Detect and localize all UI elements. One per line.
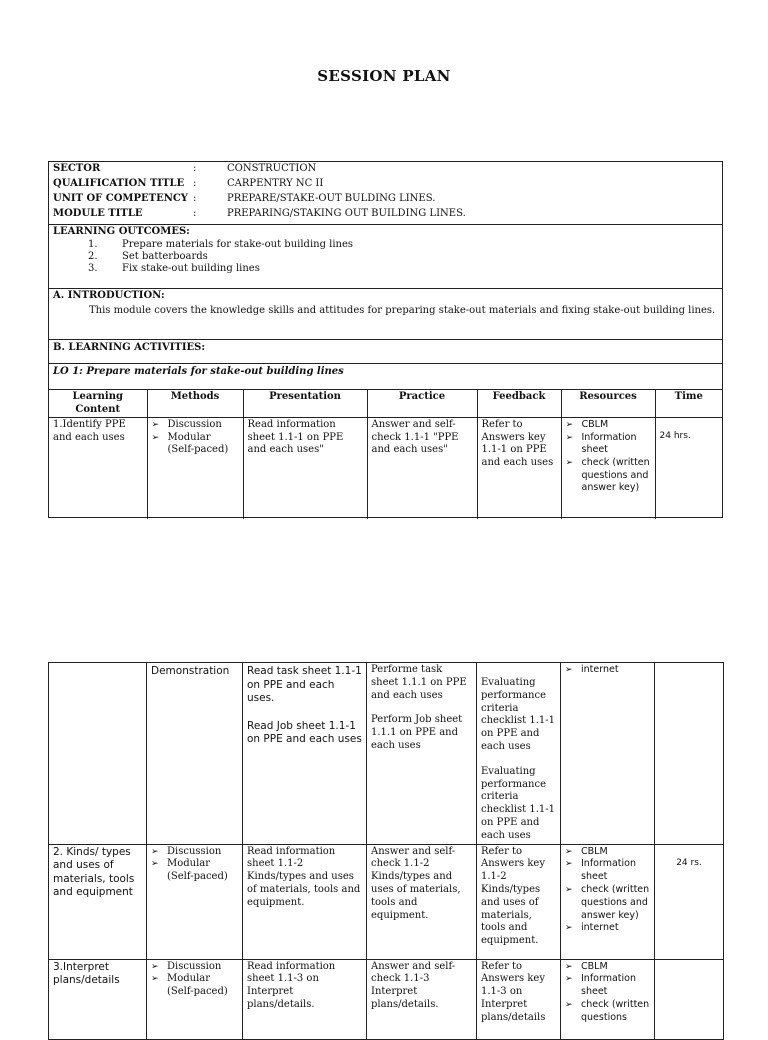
- arrow-bullet-icon: ➢: [565, 999, 573, 1010]
- cell-content: 3.Interpret plans/details: [49, 959, 147, 1039]
- header-value: CONSTRUCTION: [227, 163, 317, 174]
- col-header-methods: Methods: [147, 390, 243, 418]
- cell-feedback: Refer to Answers key 1.1-3 on Interpret plans/details: [477, 959, 561, 1039]
- list-item: 1. Prepare materials for stake-out building lines: [88, 238, 354, 250]
- header-value: CARPENTRY NC II: [227, 178, 324, 189]
- list-item: ➢ CBLM: [565, 419, 609, 431]
- activities-heading: B. LEARNING ACTIVITIES:: [53, 342, 206, 353]
- list-item: ➢ Discussion: [151, 960, 222, 972]
- list-item: ➢ Modular (Self-paced): [151, 431, 229, 456]
- cell-time: [655, 663, 724, 845]
- list-item: ➢ Information sheet: [565, 858, 636, 883]
- learning-outcomes-list: [53, 239, 718, 276]
- list-item: ➢ Discussion: [151, 419, 222, 431]
- cell-methods: Demonstration: [147, 663, 243, 845]
- learning-outcomes-heading: LEARNING OUTCOMES:: [53, 226, 190, 237]
- col-header-resources: Resources: [561, 390, 655, 418]
- col-header-practice: Practice: [367, 390, 477, 418]
- cell-practice: Performe task sheet 1.1.1 on PPE and each uses Perform Job sheet 1.1.1 on PPE and each uses: [367, 663, 477, 845]
- arrow-bullet-icon: ➢: [565, 665, 573, 675]
- lo1-title: LO 1: Prepare materials for stake-out building lines: [53, 366, 344, 377]
- cell-content: 1.Identify PPE and each uses: [49, 418, 147, 519]
- header-sep: :: [193, 163, 197, 174]
- cell-presentation: Read information sheet 1.1-1 on PPE and each uses": [243, 418, 367, 519]
- cell-feedback: Refer to Answers key 1.1-1 on PPE and each uses: [477, 418, 561, 519]
- cell-resources: [561, 663, 655, 845]
- cell-presentation: Read information sheet 1.1-2 Kinds/types and uses of materials, tools and equipment.: [243, 844, 367, 959]
- introduction-section: [49, 289, 722, 340]
- list-item: ➢ CBLM: [565, 845, 608, 857]
- list-item: ➢ Information sheet: [565, 431, 637, 456]
- header-label: QUALIFICATION TITLE: [53, 178, 185, 189]
- list-item: 3. Fix stake-out building lines: [88, 263, 260, 275]
- cell-resources: [561, 844, 655, 959]
- arrow-bullet-icon: ➢: [151, 974, 159, 985]
- page-title: SESSION PLAN: [317, 67, 451, 85]
- cell-resources: [561, 959, 655, 1039]
- header-value: PREPARING/STAKING OUT BUILDING LINES.: [227, 208, 466, 219]
- col-header-feedback: Feedback: [477, 390, 561, 418]
- cell-practice: Answer and self-check 1.1-1 "PPE and each uses": [367, 418, 477, 519]
- cell-feedback: Refer to Answers key 1.1-2 Kinds/types and uses of materials, tools and equipment.: [477, 844, 561, 959]
- arrow-bullet-icon: ➢: [565, 420, 574, 431]
- activities-table-continued: [48, 662, 724, 1040]
- cell-presentation: Read information sheet 1.1-3 on Interpret plans/details.: [243, 959, 367, 1039]
- cell-time: 24 rs.: [655, 844, 724, 959]
- arrow-bullet-icon: ➢: [151, 432, 160, 443]
- header-sep: :: [193, 193, 197, 204]
- cell-methods: [147, 959, 243, 1039]
- header-sep: :: [193, 208, 197, 219]
- list-item: ➢ check (written questions and answer key): [565, 456, 650, 494]
- table-row: [49, 663, 724, 845]
- introduction-text: This module covers the knowledge skills and attitudes for preparing stake-out materials and fixing stake-out building lines.: [89, 304, 716, 316]
- activities-heading-section: [49, 340, 722, 364]
- cell-practice: Answer and self-check 1.1-3 Interpret plans/details.: [367, 959, 477, 1039]
- arrow-bullet-icon: ➢: [565, 923, 573, 934]
- col-header-presentation: Presentation: [243, 390, 367, 418]
- table-row: [49, 959, 724, 1039]
- cell-methods: [147, 418, 243, 519]
- list-item: ➢ internet: [565, 664, 619, 675]
- cell-practice: Answer and self-check 1.1-2 Kinds/types and uses of materials, tools and equipment.: [367, 844, 477, 959]
- list-item: ➢ Information sheet: [565, 973, 636, 998]
- arrow-bullet-icon: ➢: [151, 420, 160, 431]
- cell-feedback: Evaluating performance criteria checklist 1.1-1 on PPE and each uses Evaluating performance criteria checklist 1.1-1 on PPE and each uses: [477, 663, 561, 845]
- list-item: ➢ Modular (Self-paced): [151, 973, 228, 998]
- cell-time: [655, 959, 724, 1039]
- header-sep: :: [193, 178, 197, 189]
- list-item: 2. Set batterboards: [88, 250, 208, 262]
- list-item: ➢ check (written questions: [565, 998, 650, 1023]
- learning-outcomes-section: [49, 225, 722, 289]
- session-plan-box: [48, 161, 723, 518]
- arrow-bullet-icon: ➢: [565, 859, 573, 870]
- table-row: [49, 418, 722, 519]
- arrow-bullet-icon: ➢: [565, 457, 574, 468]
- cell-resources: [561, 418, 655, 519]
- header-value: PREPARE/STAKE-OUT BULDING LINES.: [227, 193, 436, 204]
- header-label: SECTOR: [53, 163, 101, 174]
- list-item: ➢ Discussion: [151, 845, 222, 857]
- arrow-bullet-icon: ➢: [151, 961, 159, 972]
- list-item: ➢ check (written questions and answer key): [565, 883, 650, 921]
- list-item: ➢ CBLM: [565, 960, 608, 972]
- cell-methods: [147, 844, 243, 959]
- arrow-bullet-icon: ➢: [151, 846, 159, 857]
- arrow-bullet-icon: ➢: [565, 961, 573, 972]
- header-label: MODULE TITLE: [53, 208, 143, 219]
- list-item: ➢ internet: [565, 922, 619, 934]
- arrow-bullet-icon: ➢: [565, 884, 573, 895]
- table-row: [49, 844, 724, 959]
- arrow-bullet-icon: ➢: [565, 432, 574, 443]
- arrow-bullet-icon: ➢: [565, 974, 573, 985]
- cell-content: 2. Kinds/ types and uses of materials, tools and equipment: [49, 844, 147, 959]
- activities-table: [49, 390, 722, 519]
- cell-time: 24 hrs.: [655, 418, 722, 519]
- arrow-bullet-icon: ➢: [565, 846, 573, 857]
- lo1-section: [49, 364, 722, 390]
- list-item: ➢ Modular (Self-paced): [151, 858, 228, 883]
- arrow-bullet-icon: ➢: [151, 859, 159, 870]
- col-header-time: Time: [655, 390, 722, 418]
- introduction-heading: A. INTRODUCTION:: [53, 290, 165, 301]
- cell-presentation: Read task sheet 1.1-1 on PPE and each uses. Read Job sheet 1.1-1 on PPE and each uses: [243, 663, 367, 845]
- header-label: UNIT OF COMPETENCY: [53, 193, 188, 204]
- cell-content: [49, 663, 147, 845]
- col-header-learning-content: Learning Content: [49, 390, 147, 418]
- header-info: [49, 162, 722, 225]
